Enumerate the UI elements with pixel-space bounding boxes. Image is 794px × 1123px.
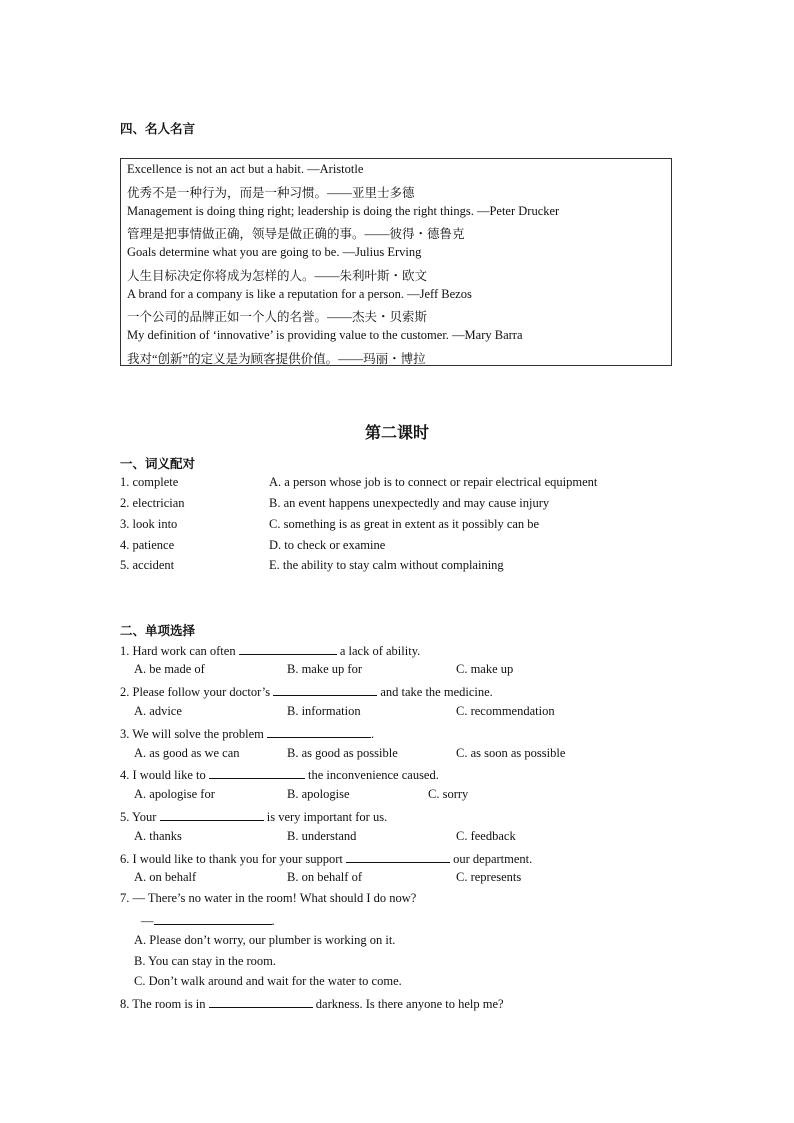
- section-heading-matching: 一、词义配对: [120, 456, 196, 471]
- matching-word: 2. electrician: [120, 496, 185, 510]
- matching-definition: D. to check or examine: [269, 538, 386, 552]
- question-7: 7. — There’s no water in the room! What should I do now?: [120, 891, 417, 905]
- question-3: [120, 725, 374, 742]
- answer-blank[interactable]: [154, 912, 272, 925]
- section-heading-quotes: 四、名人名言: [120, 121, 196, 136]
- quote-line: 我对“创新”的定义是为顾客提供价值。——玛丽・博拉: [127, 352, 426, 366]
- option-c[interactable]: C. as soon as possible: [456, 746, 566, 760]
- option-a[interactable]: A. be made of: [134, 662, 205, 676]
- matching-word: 3. look into: [120, 517, 178, 531]
- matching-definition: A. a person whose job is to connect or repair electrical equipment: [269, 475, 598, 489]
- option-a[interactable]: A. advice: [134, 704, 182, 718]
- matching-word: 5. accident: [120, 558, 175, 572]
- dash: —: [141, 914, 154, 928]
- quote-line: 人生目标决定你将成为怎样的人。——朱利叶斯・欧文: [127, 269, 428, 283]
- matching-word: 4. patience: [120, 538, 175, 552]
- answer-blank[interactable]: [267, 725, 371, 738]
- question-text: our department.: [453, 852, 533, 866]
- quote-line: 一个公司的品牌正如一个人的名誉。——杰夫・贝索斯: [127, 310, 428, 324]
- question-1: [120, 642, 420, 659]
- option-b[interactable]: B. You can stay in the room.: [134, 954, 277, 968]
- question-text: 1. Hard work can often: [120, 644, 236, 658]
- option-c[interactable]: C. sorry: [428, 787, 469, 801]
- question-text: 4. I would like to: [120, 768, 206, 782]
- answer-blank[interactable]: [209, 995, 313, 1008]
- quote-line: Goals determine what you are going to be. —Julius Erving: [127, 245, 422, 259]
- question-text: a lack of ability.: [339, 644, 421, 658]
- question-text: .: [371, 727, 375, 741]
- option-b[interactable]: B. apologise: [287, 787, 350, 801]
- question-text: 3. We will solve the problem: [120, 727, 264, 741]
- option-c[interactable]: C. make up: [456, 662, 514, 676]
- section-heading-choice: 二、单项选择: [120, 623, 196, 638]
- question-text: .: [271, 914, 275, 928]
- question-text: 5. Your: [120, 810, 157, 824]
- option-b[interactable]: B. understand: [287, 829, 357, 843]
- option-a[interactable]: A. as good as we can: [134, 746, 240, 760]
- option-b[interactable]: B. as good as possible: [287, 746, 398, 760]
- question-4: [120, 766, 439, 783]
- option-c[interactable]: C. represents: [456, 870, 522, 884]
- lesson-title: 第二课时: [364, 423, 429, 442]
- question-text: 2. Please follow your doctor’s: [120, 685, 271, 699]
- quote-line: Management is doing thing right; leadership is doing the right things. —Peter Drucker: [127, 204, 560, 218]
- answer-blank[interactable]: [346, 850, 450, 863]
- option-b[interactable]: B. on behalf of: [287, 870, 362, 884]
- matching-definition: B. an event happens unexpectedly and may cause injury: [269, 496, 550, 510]
- option-b[interactable]: B. information: [287, 704, 361, 718]
- question-6: [120, 850, 532, 867]
- question-text: 6. I would like to thank you for your support: [120, 852, 343, 866]
- option-c[interactable]: C. feedback: [456, 829, 516, 843]
- option-a[interactable]: A. on behalf: [134, 870, 197, 884]
- option-a[interactable]: A. Please don’t worry, our plumber is working on it.: [134, 933, 396, 947]
- answer-blank[interactable]: [209, 766, 305, 779]
- quote-line: A brand for a company is like a reputation for a person. —Jeff Bezos: [127, 287, 472, 301]
- answer-blank[interactable]: [273, 683, 377, 696]
- quote-line: Excellence is not an act but a habit. —Aristotle: [127, 162, 364, 176]
- question-text: and take the medicine.: [380, 685, 493, 699]
- answer-blank[interactable]: [160, 808, 264, 821]
- quote-line: 管理是把事情做正确，领导是做正确的事。——彼得・德鲁克: [127, 227, 465, 241]
- question-7-response: [141, 912, 275, 929]
- question-2: [120, 683, 493, 700]
- quote-line: My definition of ‘innovative’ is providing value to the customer. —Mary Barra: [127, 328, 523, 342]
- question-5: [120, 808, 387, 825]
- option-c[interactable]: C. recommendation: [456, 704, 555, 718]
- question-text: darkness. Is there anyone to help me?: [315, 997, 504, 1011]
- quotes-box: [120, 158, 672, 366]
- answer-blank[interactable]: [239, 642, 337, 655]
- option-c[interactable]: C. Don’t walk around and wait for the water to come.: [134, 974, 402, 988]
- question-8: [120, 995, 504, 1012]
- quote-line: 优秀不是一种行为，而是一种习惯。——亚里士多德: [127, 186, 415, 200]
- matching-word: 1. complete: [120, 475, 179, 489]
- option-a[interactable]: A. apologise for: [134, 787, 215, 801]
- option-a[interactable]: A. thanks: [134, 829, 182, 843]
- question-text: the inconvenience caused.: [308, 768, 439, 782]
- question-text: is very important for us.: [266, 810, 388, 824]
- matching-definition: E. the ability to stay calm without complaining: [269, 558, 504, 572]
- matching-definition: C. something is as great in extent as it possibly can be: [269, 517, 540, 531]
- option-b[interactable]: B. make up for: [287, 662, 362, 676]
- question-text: 8. The room is in: [120, 997, 206, 1011]
